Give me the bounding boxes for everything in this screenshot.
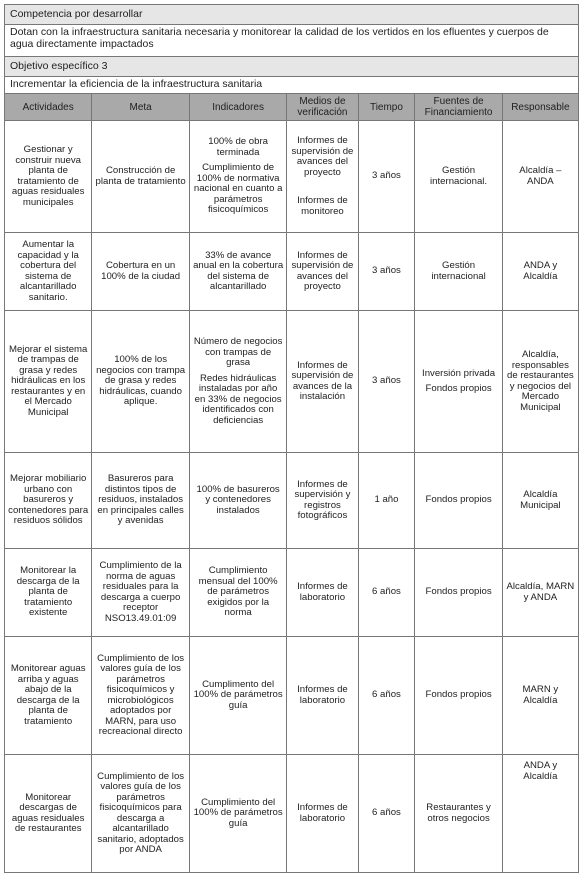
- cell-tiempo: 3 años: [358, 311, 415, 453]
- table-row: [5, 233, 579, 311]
- cell-meta: Basureros para distintos tipos de residuos, instalados en principales calles y avenidas: [92, 453, 190, 549]
- cell-indicadores: Cumplimento del 100% de parámetros guía: [189, 637, 287, 755]
- medio-text: Informes de supervisión de avances del proyecto: [291, 135, 354, 178]
- cell-indicadores: [189, 121, 287, 233]
- competencia-title: Competencia por desarrollar: [5, 5, 578, 25]
- cell-indicadores: 100% de basureros y contenedores instalados: [189, 453, 287, 549]
- medio-text: Informes de monitoreo: [297, 195, 348, 217]
- indicador-text: Cumplimiento de 100% de normativa nacional en cuanto a parámetros fisicoquímicos: [193, 162, 283, 216]
- cell-medios: [287, 121, 358, 233]
- cell-meta: 100% de los negocios con trampa de grasa y redes hidráulicas, cuando aplique.: [92, 311, 190, 453]
- competencia-text: Dotan con la infraestructura sanitaria necesaria y monitorear la calidad de los vertidos en los efluentes y cuerpos de agua directamente impactados: [5, 25, 578, 57]
- cell-medios: Informes de supervisión de avances de la instalación: [287, 311, 358, 453]
- cell-actividad: Aumentar la capacidad y la cobertura del sistema de alcantarillado sanitario.: [5, 233, 92, 311]
- cell-responsable: Alcaldía, responsables de restaurantes y negocios del Mercado Municipal: [502, 311, 578, 453]
- table-header-row: [5, 94, 579, 121]
- table-row: [5, 121, 579, 233]
- objetivo-title: Objetivo específico 3: [5, 57, 578, 77]
- header-responsable: Responsable: [502, 94, 578, 121]
- header-box: [4, 4, 579, 93]
- cell-responsable: ANDA y Alcaldía: [502, 233, 578, 311]
- table-row: [5, 637, 579, 755]
- header-actividades: Actividades: [5, 94, 92, 121]
- indicador-text: Número de negocios con trampas de grasa: [193, 336, 283, 368]
- header-tiempo: Tiempo: [358, 94, 415, 121]
- cell-fuentes: Gestión internacional.: [415, 121, 502, 233]
- cell-actividad: Mejorar el sistema de trampas de grasa y redes hidráulicas en los restaurantes y en el Mercado Municipal: [5, 311, 92, 453]
- cell-fuentes: Fondos propios: [415, 637, 502, 755]
- table-row: [5, 453, 579, 549]
- cell-actividad: Monitorear descargas de aguas residuales de restaurantes: [5, 755, 92, 873]
- cell-meta: Cobertura en un 100% de la ciudad: [92, 233, 190, 311]
- cell-meta: Cumplimiento de los valores guía de los parámetros fisicoquímicos y microbiológicos adoptados por MARN, para uso recreacional directo: [92, 637, 190, 755]
- table-row: [5, 311, 579, 453]
- cell-meta: Construcción de planta de tratamiento: [92, 121, 190, 233]
- cell-indicadores: Cumplimiento mensual del 100% de parámetros exigidos por la norma: [189, 549, 287, 637]
- indicador-text: 100% de obra terminada: [208, 136, 268, 158]
- indicador-text: Redes hidráulicas instaladas por año en 33% de negocios identificados con deficiencias: [194, 372, 282, 426]
- cell-tiempo: 6 años: [358, 755, 415, 873]
- table-row: [5, 549, 579, 637]
- fuente-text: Inversión privada: [422, 367, 496, 379]
- cell-medios: Informes de laboratorio: [287, 637, 358, 755]
- table-row: [5, 755, 579, 873]
- cell-responsable: Alcaldía, MARN y ANDA: [502, 549, 578, 637]
- header-meta: Meta: [92, 94, 190, 121]
- cell-responsable: Alcaldía – ANDA: [502, 121, 578, 233]
- cell-responsable: Alcaldía Municipal: [502, 453, 578, 549]
- cell-responsable: ANDA y Alcaldía: [502, 755, 578, 873]
- cell-fuentes: Gestión internacional: [415, 233, 502, 311]
- cell-actividad: Monitorear la descarga de la planta de tratamiento existente: [5, 549, 92, 637]
- cell-tiempo: 6 años: [358, 549, 415, 637]
- document-page: [4, 4, 579, 873]
- cell-actividad: Mejorar mobiliario urbano con basureros y contenedores para residuos sólidos: [5, 453, 92, 549]
- activities-table: [4, 93, 579, 873]
- cell-indicadores: 33% de avance anual en la cobertura del sistema de alcantarillado: [189, 233, 287, 311]
- cell-indicadores: [189, 311, 287, 453]
- cell-medios: Informes de laboratorio: [287, 549, 358, 637]
- cell-medios: Informes de supervisión de avances del proyecto: [287, 233, 358, 311]
- objetivo-text: Incrementar la eficiencia de la infraestructura sanitaria: [10, 78, 263, 90]
- cell-fuentes: Fondos propios: [415, 549, 502, 637]
- cell-tiempo: 1 año: [358, 453, 415, 549]
- cell-meta: Cumplimiento de la norma de aguas residuales para la descarga a cuerpo receptor NSO13.49.01:09: [92, 549, 190, 637]
- header-fuentes: Fuentes de Financiamiento: [415, 94, 502, 121]
- cell-meta: Cumplimiento de los valores guía de los parámetros fisicoquímicos para descarga a alcantarillado sanitario, adoptados por ANDA: [92, 755, 190, 873]
- header-medios: Medios de verificación: [287, 94, 358, 121]
- cell-actividad: Gestionar y construir nueva planta de tratamiento de aguas residuales municipales: [5, 121, 92, 233]
- cell-fuentes: Fondos propios: [415, 453, 502, 549]
- cell-medios: Informes de supervisión y registros fotográficos: [287, 453, 358, 549]
- cell-fuentes: [415, 311, 502, 453]
- cell-tiempo: 3 años: [358, 233, 415, 311]
- cell-fuentes: Restaurantes y otros negocios: [415, 755, 502, 873]
- cell-indicadores: Cumplimiento del 100% de parámetros guía: [189, 755, 287, 873]
- header-indicadores: Indicadores: [189, 94, 287, 121]
- cell-responsable: MARN y Alcaldía: [502, 637, 578, 755]
- cell-medios: Informes de laboratorio: [287, 755, 358, 873]
- fuente-text: Fondos propios: [425, 383, 492, 394]
- cell-actividad: Monitorear aguas arriba y aguas abajo de la descarga de la planta de tratamiento: [5, 637, 92, 755]
- cell-tiempo: 6 años: [358, 637, 415, 755]
- cell-tiempo: 3 años: [358, 121, 415, 233]
